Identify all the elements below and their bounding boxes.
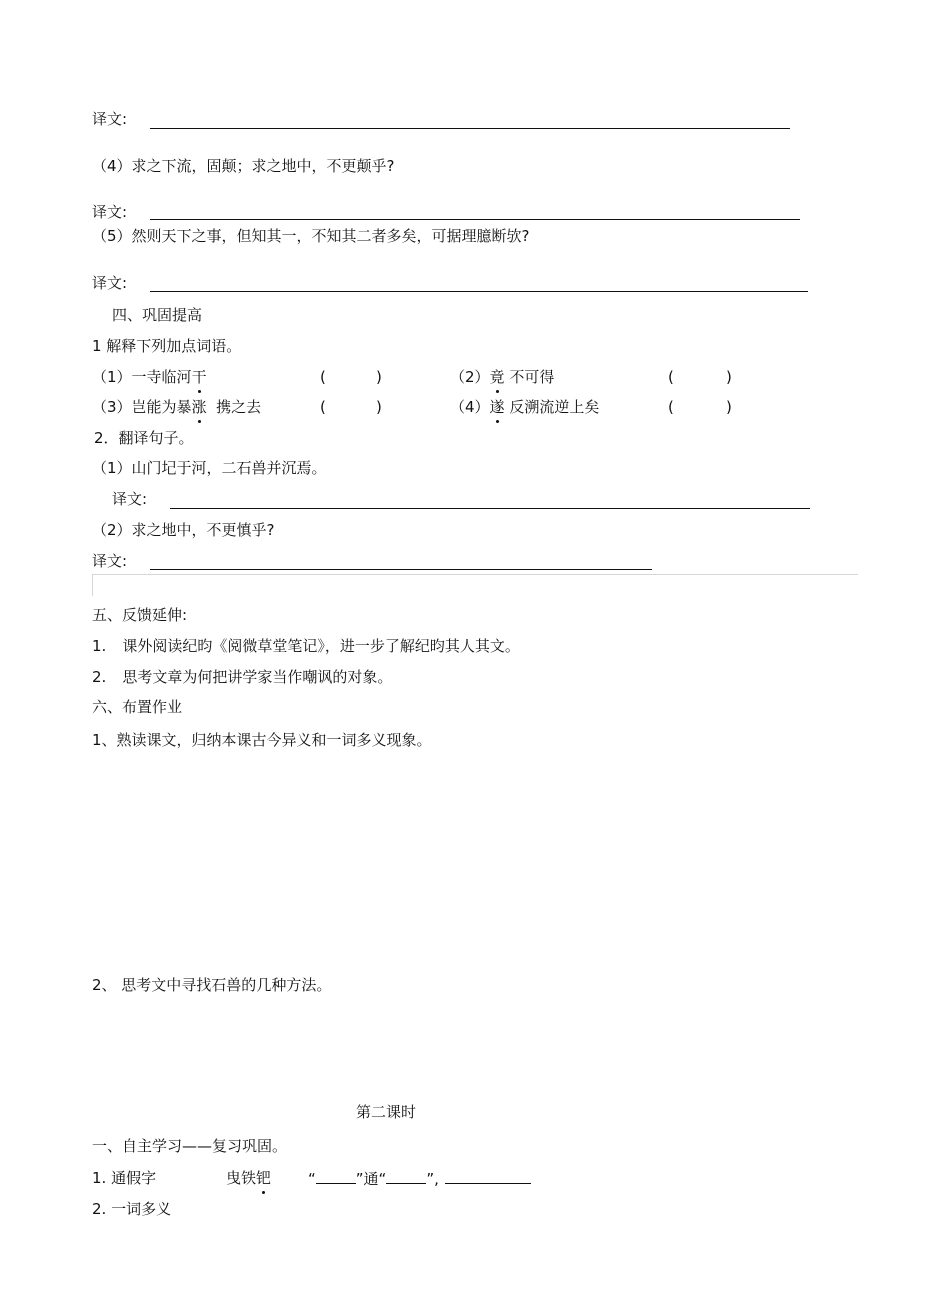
vocab-item-3 [92, 398, 261, 416]
sentence-2: （2）求之地中，不更慎乎? [92, 521, 275, 539]
vocab-item-4 [450, 398, 599, 416]
vocab-item-3-answer-open: ( [320, 398, 326, 416]
page-divider-edge [92, 574, 93, 596]
tongjia-example-text: 曳铁 [226, 1169, 257, 1187]
vocab-item-3-num: （3） [92, 398, 132, 416]
section-5-item-1-text: 课外阅读纪昀《阅微草堂笔记》，进一步了解纪昀其人其文。 [122, 637, 520, 655]
question-5: （5）然则天下之事，但知其一，不知其二者多矣，可据理臆断欤? [92, 227, 530, 245]
translation-answer-line-4[interactable] [170, 508, 810, 509]
vocab-item-2-dotted-char: 竟 [489, 368, 505, 386]
vocab-item-1-answer-open: ( [320, 368, 326, 386]
translation-answer-line-5[interactable] [150, 569, 652, 570]
translation-label-3: 译文: [92, 274, 128, 292]
vocab-item-1-answer-close: ) [376, 368, 382, 386]
translation-answer-line-2[interactable] [150, 219, 800, 220]
tongjia-blank-2[interactable] [386, 1169, 426, 1184]
translation-label-4: 译文: [112, 490, 148, 508]
section-5-item-1-num: 1. [92, 637, 107, 655]
tongjia-fill [308, 1169, 531, 1188]
question-4: （4）求之下流，固颠；求之地中，不更颠乎? [92, 157, 395, 175]
vocab-item-4-dotted-char: 遂 [489, 398, 505, 416]
tongjia-example-dotted-char: 钯 [256, 1169, 272, 1187]
section-4-title: 四、巩固提高 [112, 306, 203, 324]
lesson-2-heading: 第二课时 [356, 1103, 417, 1121]
vocab-item-2-answer-close: ) [726, 368, 732, 386]
vocab-item-1 [92, 368, 207, 386]
tongjia-example [226, 1169, 271, 1187]
tongjia-blank-3[interactable] [445, 1169, 531, 1184]
vocab-item-2 [450, 368, 554, 386]
vocab-item-3-answer-close: ) [376, 398, 382, 416]
vocab-item-2-text: 不可得 [504, 368, 555, 386]
lesson-2-section-1: 一、自主学习——复习巩固。 [92, 1137, 288, 1155]
vocab-item-4-text: 反溯流逆上矣 [504, 398, 600, 416]
translation-answer-line-1[interactable] [150, 128, 790, 129]
vocab-item-2-answer-open: ( [668, 368, 674, 386]
tongjia-blank-1[interactable] [316, 1169, 356, 1184]
quote-tong: ”通“ [355, 1170, 387, 1188]
section-5-item-2-num: 2. [92, 668, 107, 686]
vocab-item-3-dotted-char: 涨 [191, 398, 207, 416]
task-1-instruction: 1 解释下列加点词语。 [92, 337, 242, 355]
translation-answer-line-3[interactable] [150, 291, 808, 292]
translation-label-1: 译文: [92, 110, 128, 128]
vocab-item-4-num: （4） [450, 398, 490, 416]
section-5-item-2-text: 思考文章为何把讲学家当作嘲讽的对象。 [122, 668, 393, 686]
section-6-title: 六、布置作业 [92, 698, 183, 716]
polysemy-label: 2. 一词多义 [92, 1200, 172, 1218]
page-divider [92, 574, 858, 575]
tongjia-label: 1. 通假字 [92, 1169, 157, 1187]
vocab-item-1-dotted-char: 干 [191, 368, 207, 386]
section-6-item-1: 1、熟读课文，归纳本课古今异义和一词多义现象。 [92, 731, 432, 749]
vocab-item-3-text-a: 岂能为暴 [131, 398, 192, 416]
vocab-item-1-num: （1） [92, 368, 132, 386]
quote-close: ”, [426, 1170, 439, 1188]
section-5-item-1 [92, 637, 520, 655]
section-5-title: 五、反馈延伸: [92, 606, 188, 624]
vocab-item-4-answer-open: ( [668, 398, 674, 416]
translation-label-5: 译文: [92, 552, 128, 570]
sentence-1: （1）山门圮于河，二石兽并沉焉。 [92, 459, 327, 477]
section-5-item-2 [92, 668, 392, 686]
vocab-item-2-num: （2） [450, 368, 490, 386]
quote-open-1: “ [308, 1170, 316, 1188]
task-2-instruction: 2．翻译句子。 [94, 429, 194, 447]
vocab-item-1-text: 一寺临河 [131, 368, 192, 386]
vocab-item-3-text-b: 携之去 [206, 398, 262, 416]
translation-label-2: 译文: [92, 203, 128, 221]
section-6-item-2: 2、 思考文中寻找石兽的几种方法。 [92, 976, 332, 994]
vocab-item-4-answer-close: ) [726, 398, 732, 416]
